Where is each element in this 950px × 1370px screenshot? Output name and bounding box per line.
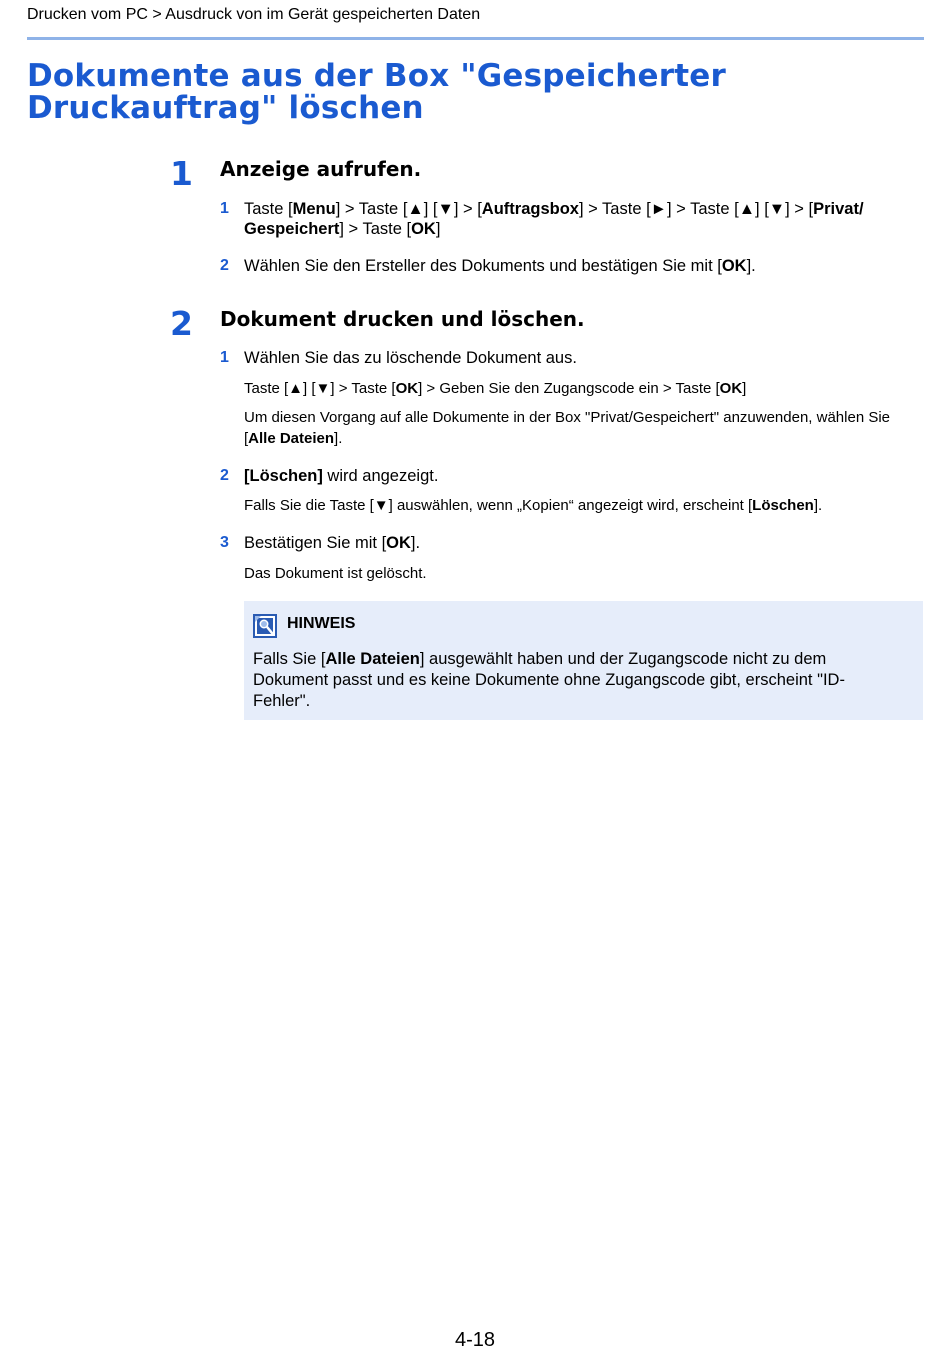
- substep-number: 1: [220, 200, 229, 217]
- substep-number: 1: [220, 349, 229, 366]
- breadcrumb[interactable]: Drucken vom PC > Ausdruck von im Gerät gespeicherten Daten: [27, 6, 481, 23]
- step-number: 1: [170, 154, 193, 193]
- substep-text: Wählen Sie das zu löschende Dokument aus.: [244, 349, 577, 367]
- note-magnifier-icon: [253, 614, 277, 638]
- substep-note: Das Dokument ist gelöscht.: [244, 565, 427, 582]
- hinweis-text: Falls Sie [Alle Dateien] ausgewählt haben und der Zugangscode nicht zu dem Dokument passt und es keine Dokumente ohne Zugangscode gibt, erscheint "ID- Fehler".: [253, 650, 845, 710]
- hinweis-box: [244, 601, 923, 720]
- hinweis-label: HINWEIS: [287, 615, 356, 632]
- substep-text: Bestätigen Sie mit [OK].: [244, 534, 421, 552]
- substep-text: Taste [Menu] > Taste [▲] [▼] > [Auftragsbox] > Taste [►] > Taste [▲] [▼] > [Privat/ Gespeichert] > Taste [OK]: [244, 200, 864, 238]
- step-heading: Dokument drucken und löschen.: [220, 307, 585, 331]
- page-number: 4-18: [454, 1329, 496, 1351]
- step-number: 2: [170, 304, 193, 343]
- page-title: [27, 60, 907, 124]
- substep-text: Wählen Sie den Ersteller des Dokuments und bestätigen Sie mit [OK].: [244, 257, 756, 275]
- substep-note: Um diesen Vorgang auf alle Dokumente in der Box "Privat/Gespeichert" anzuwenden, wählen Sie [Alle Dateien].: [244, 409, 891, 447]
- page-title-line-2: Druckauftrag" löschen: [27, 90, 424, 126]
- step-heading: Anzeige aufrufen.: [220, 157, 422, 181]
- substep-note: Falls Sie die Taste [▼] auswählen, wenn „Kopien“ angezeigt wird, erscheint [Löschen].: [244, 497, 823, 514]
- substep-number: 2: [220, 467, 229, 484]
- substep-text: [Löschen] wird angezeigt.: [244, 467, 439, 485]
- substep-note: Taste [▲] [▼] > Taste [OK] > Geben Sie den Zugangscode ein > Taste [OK]: [244, 380, 747, 397]
- substep-number: 2: [220, 257, 229, 274]
- page-title-line-1: Dokumente aus der Box "Gespeicherter: [27, 58, 726, 94]
- substep-number: 3: [220, 534, 229, 551]
- header-divider: [27, 37, 924, 40]
